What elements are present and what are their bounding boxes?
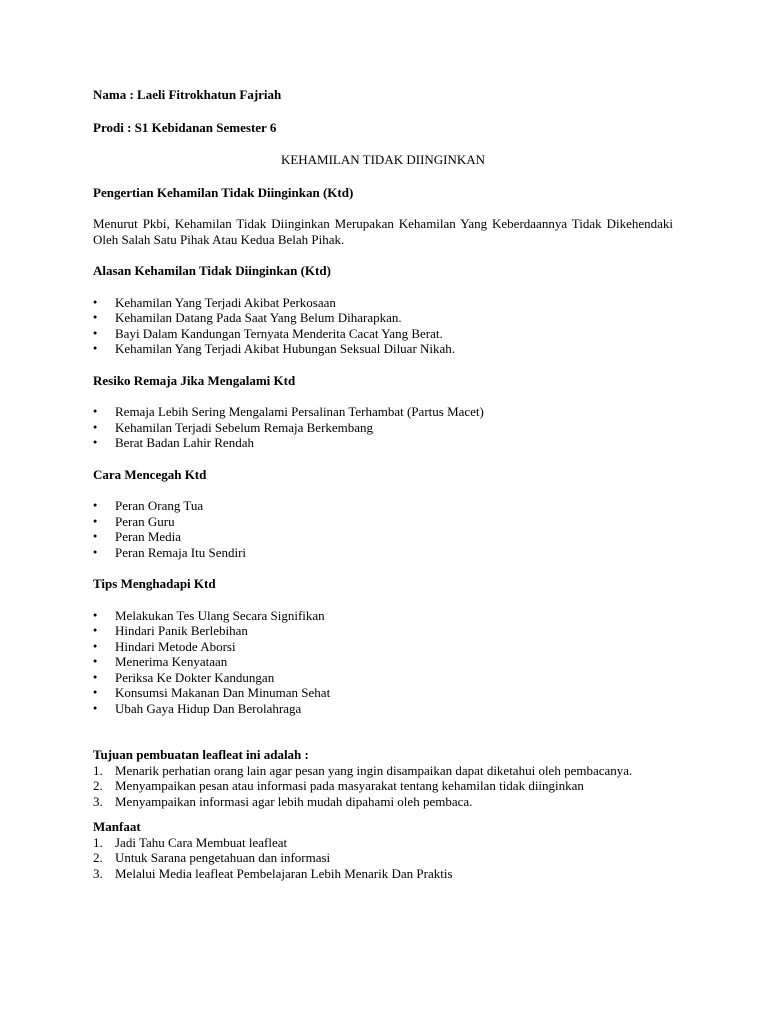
list-item: ● Kehamilan Yang Terjadi Akibat Perkosaan [93,295,673,311]
list-item: ● Peran Orang Tua [93,498,673,514]
list-item: ● Peran Remaja Itu Sendiri [93,545,673,561]
list-text: Melalui Media leafleat Pembelajaran Lebih Menarik Dan Praktis [115,865,453,881]
list-number: 3. [93,865,103,881]
list-number: 1. [93,762,103,778]
document-title: KEHAMILAN TIDAK DIINGINKAN [280,152,486,167]
list-number: 2. [93,778,103,793]
cara-heading: Cara Mencegah Ktd [93,466,207,482]
list-number: 3. [93,793,103,809]
resiko-heading: Resiko Remaja Jika Mengalami Ktd [93,372,296,388]
document-content [93,87,673,881]
list-item: ● Hindari Panik Berlebihan [93,623,673,639]
list-item: ● Kehamilan Datang Pada Saat Yang Belum Diharapkan. [93,310,673,326]
alasan-heading: Alasan Kehamilan Tidak Diinginkan (Ktd) [93,263,331,278]
list-item [93,794,673,810]
list-item [93,866,673,882]
resiko-list [93,404,673,451]
list-item [93,778,673,794]
list-item: ● Melakukan Tes Ulang Secara Signifikan [93,608,673,624]
list-item: ● Peran Media [93,529,673,545]
list-item: ● Kehamilan Yang Terjadi Akibat Hubungan Seksual Diluar Nikah. [93,341,673,357]
list-text: Untuk Sarana pengetahuan dan informasi [115,850,331,865]
list-item [93,835,673,851]
list-item: ● Hindari Metode Aborsi [93,639,673,655]
list-text: Menyampaikan informasi agar lebih mudah dipahami oleh pembaca. [115,793,473,809]
list-item: ● Ubah Gaya Hidup Dan Berolahraga [93,701,673,717]
cara-list [93,498,673,560]
tujuan-heading: Tujuan pembuatan leafleat ini adalah : [93,747,309,762]
pengertian-paragraph: Menurut Pkbi, Kehamilan Tidak Diinginkan Merupakan Kehamilan Yang Keberdaannya Tidak Dikehendaki Oleh Salah Satu Pihak Atau Kedua Belah Pihak. [93,216,673,247]
list-item: ● Menerima Kenyataan [93,654,673,670]
list-text: Jadi Tahu Cara Membuat leafleat [115,834,288,850]
study-program: Prodi : S1 Kebidanan Semester 6 [93,119,277,135]
pengertian-heading: Pengertian Kehamilan Tidak Diinginkan (Ktd) [93,184,354,200]
list-number: 2. [93,850,103,865]
list-item: ● Peran Guru [93,514,673,530]
list-text: Menyampaikan pesan atau informasi pada masyarakat tentang kehamilan tidak diinginkan [115,778,584,793]
alasan-list [93,295,673,357]
list-item: ● Bayi Dalam Kandungan Ternyata Menderita Cacat Yang Berat. [93,326,673,342]
tips-list [93,608,673,717]
list-text: Menarik perhatian orang lain agar pesan yang ingin disampaikan dapat diketahui oleh pembacanya. [115,762,633,778]
student-name: Nama : Laeli Fitrokhatun Fajriah [93,87,282,102]
tujuan-list [93,763,673,810]
list-item: ● Kehamilan Terjadi Sebelum Remaja Berkembang [93,420,673,436]
tips-heading: Tips Menghadapi Ktd [93,576,216,591]
list-number: 1. [93,834,103,850]
manfaat-heading: Manfaat [93,819,141,834]
list-item: ● Remaja Lebih Sering Mengalami Persalinan Terhambat (Partus Macet) [93,404,673,420]
list-item: ● Konsumsi Makanan Dan Minuman Sehat [93,685,673,701]
list-item: ● Berat Badan Lahir Rendah [93,435,673,451]
list-item [93,850,673,866]
list-item [93,763,673,779]
list-item: ● Periksa Ke Dokter Kandungan [93,670,673,686]
manfaat-list [93,835,673,882]
